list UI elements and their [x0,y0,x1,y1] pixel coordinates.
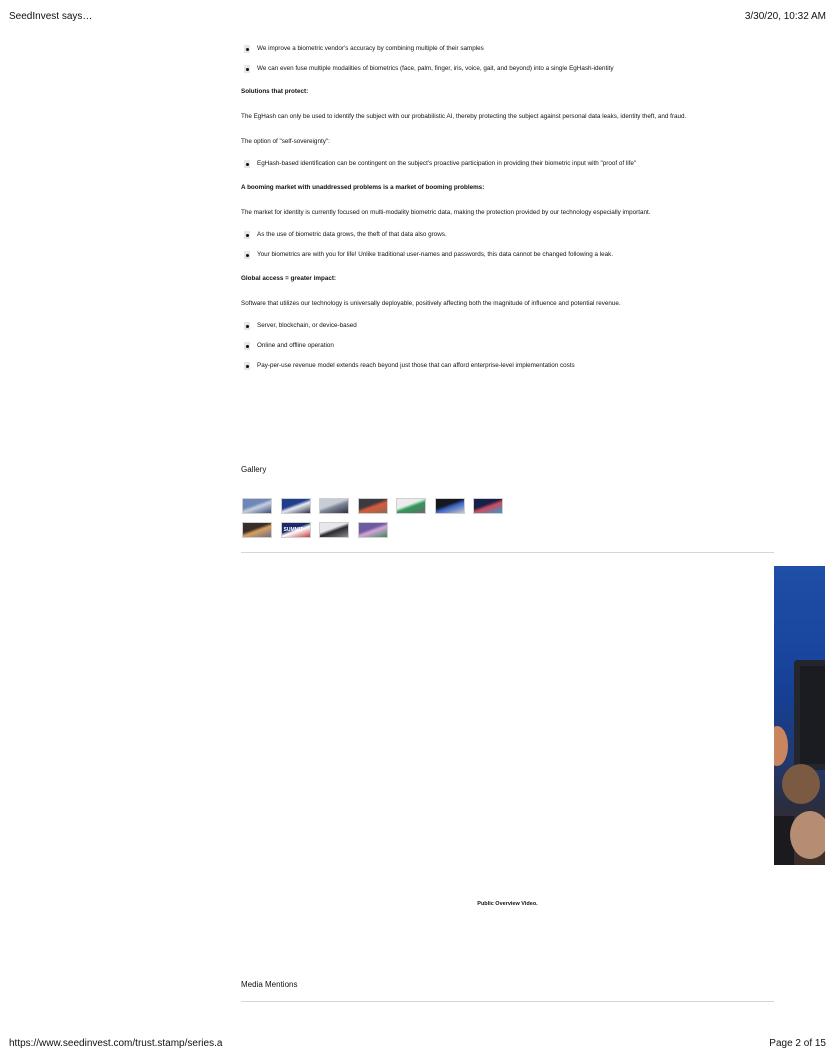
gallery-thumb-9[interactable] [281,522,311,538]
divider [241,552,774,553]
list-item: Pay-per-use revenue model extends reach beyond just those that can afford enterprise-level implementation costs [241,361,774,370]
bullet-icon [244,362,250,370]
bullet-icon [244,160,250,168]
bullet-icon [244,45,250,53]
bullet-icon [244,65,250,73]
market-paragraph: The market for identity is currently focused on multi-modality biometric data, making the protection provided by our technology especially important. [241,209,651,216]
gallery-thumb-2[interactable] [281,498,311,514]
bullet-icon [244,231,250,239]
self-sovereignty-paragraph: The option of "self-sovereignty": [241,138,330,145]
company-description [241,44,774,381]
list-item: Online and offline operation [241,341,774,350]
audience-head [782,764,820,804]
audience-head [774,726,788,766]
list-item: Your biometrics are with you for life! Unlike traditional user-names and passwords, this data cannot be changed following a leak. [241,250,774,259]
list-item: We improve a biometric vendor's accuracy by combining multiple of their samples [241,44,774,53]
gallery-thumb-10[interactable] [319,522,349,538]
list-item: Server, blockchain, or device-based [241,321,774,330]
print-footer-page: Page 2 of 15 [769,1038,826,1049]
video-screen-inner [800,666,825,764]
global-paragraph: Software that utilizes our technology is universally deployable, positively affecting both the magnitude of influence and potential revenue. [241,300,621,307]
gallery-thumb-7[interactable] [473,498,503,514]
bullet-icon [244,251,250,259]
section-heading-solutions: Solutions that protect: [241,88,309,95]
gallery-thumb-3[interactable] [319,498,349,514]
section-heading-global: Global access = greater impact: [241,275,337,282]
print-header-title: SeedInvest says… [9,11,93,22]
bullet-icon [244,322,250,330]
bullet-icon [244,342,250,350]
gallery-thumb-1[interactable] [242,498,272,514]
gallery-thumb-8[interactable] [242,522,272,538]
audience-head [790,811,825,859]
video-caption: Public Overview Video. [477,901,538,907]
solutions-paragraph: The EgHash can only be used to identify the subject with our probabilistic AI, thereby protecting the subject against personal data leaks, identity theft, and fraud. [241,113,687,120]
print-footer-url: https://www.seedinvest.com/trust.stamp/series.a [9,1038,223,1049]
gallery-thumb-5[interactable] [396,498,426,514]
gallery-title: Gallery [241,465,267,474]
media-mentions-title: Media Mentions [241,980,298,989]
gallery-thumb-4[interactable] [358,498,388,514]
gallery-thumb-11[interactable] [358,522,388,538]
list-item: We can even fuse multiple modalities of biometrics (face, palm, finger, iris, voice, gait, and beyond) into a single EgHash-identity [241,64,774,73]
section-heading-market: A booming market with unaddressed problems is a market of booming problems: [241,184,485,191]
list-item: EgHash-based identification can be contingent on the subject's proactive participation in providing their biometric input with "proof of life" [241,159,774,168]
thumb-label: SUMMIT [283,527,304,533]
gallery-thumb-6[interactable] [435,498,465,514]
divider [241,1001,774,1002]
list-item: As the use of biometric data grows, the theft of that data also grows. [241,230,774,239]
overview-video-frame[interactable] [774,566,825,865]
print-header-datetime: 3/30/20, 10:32 AM [744,11,826,22]
